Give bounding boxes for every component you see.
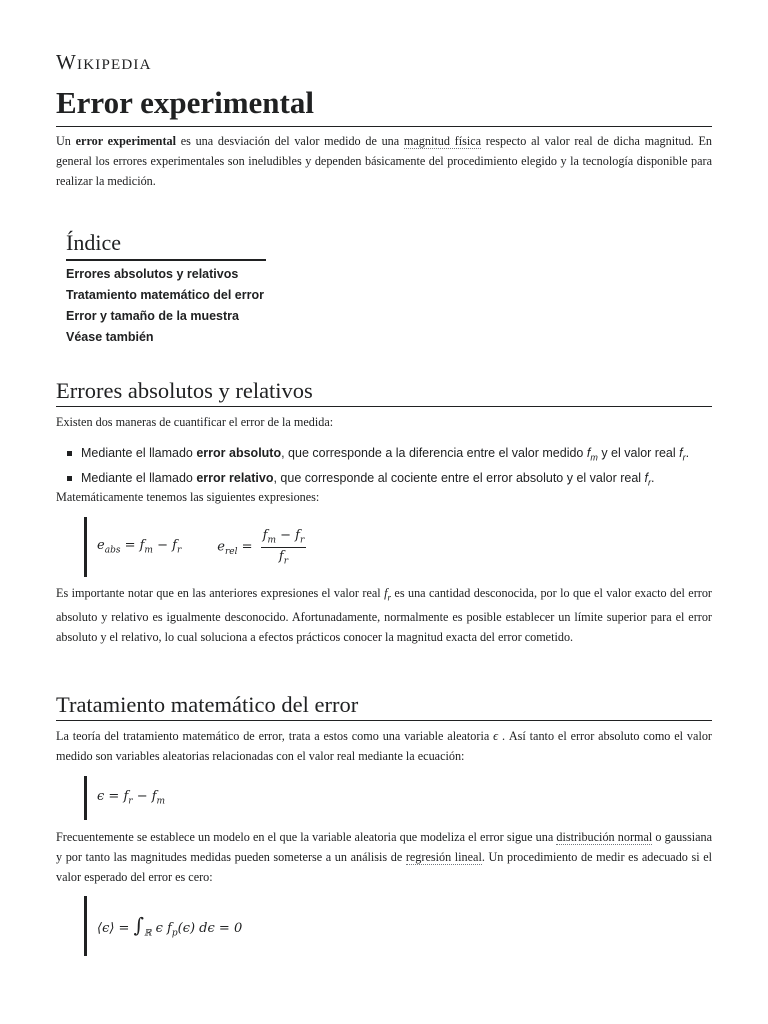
page-title: Error experimental <box>56 84 712 127</box>
section-tratamiento-matematico <box>56 691 712 721</box>
equation-absolute-error: $e_{abs} = f_m - f_r$ <box>97 538 182 556</box>
intro-term: error experimental <box>75 134 176 148</box>
toc-item-error-tamano-muestra[interactable]: Error y tamaño de la muestra <box>66 309 239 323</box>
list-item-error-absoluto: Mediante el llamado error absoluto, que corresponde a la diferencia entre el valor medido $f_m$ y el valor real $f_r$. <box>81 443 712 468</box>
section-heading-tratamiento-matematico: Tratamiento matemático del error <box>56 691 712 721</box>
section-heading-errores-absolutos: Errores absolutos y relativos <box>56 377 712 407</box>
list-item-error-relativo: Mediante el llamado error relativo, que corresponde al cociente entre el error absoluto y el valor real $f_r$. <box>81 468 712 493</box>
wikipedia-wordmark[interactable]: Wikipedia <box>56 50 152 74</box>
regresion-lineal-link[interactable]: regresión lineal <box>405 850 482 864</box>
toc-title: Índice <box>66 230 266 261</box>
equation-error-definition: $\epsilon = f_r - f_m$ <box>97 789 166 807</box>
section2-paragraph1: La teoría del tratamiento matemático de error, trata a estos como una variable aleatoria ϵ . Así tanto el error absoluto como el valor medido son variables aleatorias relacionadas con el valor real mediante la ecuación: <box>56 729 712 763</box>
section1-note: Es importante notar que en las anteriores expresiones el valor real $f_r$ es una cantidad desconocida, por lo que el valor exacto del error absoluto y relativo es igualmente desconocido. Afortunadamente, normalmente es posible establecer un límite superior para el error absoluto y el relativo, lo cual soluciona a efectos prácticos conocer la magnitud exacta del error cometido. <box>56 586 712 645</box>
equation-relative-error: $e_{rel}$ = $\frac{f_m - f_r}{f_r}$ <box>217 527 305 567</box>
section1-lead: Existen dos maneras de cuantificar el error de la medida: <box>56 415 334 429</box>
intro-paragraph: Un error experimental es una desviación del valor medido de una magnitud física respecto al valor real de dicha magnitud. En general los errores experimentales son ineludibles y dependen básicamente del procedimiento elegido y la tecnología disponible para realizar la medición. <box>56 134 712 188</box>
math-lead: Matemáticamente tenemos las siguientes expresiones: <box>56 490 320 504</box>
equation-block-error-def <box>84 776 384 820</box>
equation-expected-error: ⟨ϵ⟩ = $\int_ℝ$ ϵ $f_p(\epsilon) d\epsilon = 0$ <box>97 913 243 939</box>
equation-block-expected-error <box>84 896 384 956</box>
toc-item-errores-absolutos[interactable]: Errores absolutos y relativos <box>66 267 239 281</box>
equation-block-errors <box>84 517 484 577</box>
toc-item-vease-tambien[interactable]: Véase también <box>66 330 154 344</box>
distribucion-normal-link[interactable]: distribución normal <box>556 830 653 844</box>
magnitud-fisica-link[interactable]: magnitud física <box>403 134 482 148</box>
section2-paragraph2: Frecuentemente se establece un modelo en el que la variable aleatoria que modeliza el error sigue una distribución normal o gaussiana y por tanto las magnitudes medidas pueden someterse a un análisis de regresión lineal. Un procedimiento de medir es adecuado si el valor esperado del error es cero: <box>56 830 713 884</box>
toc-item-tratamiento-matematico[interactable]: Tratamiento matemático del error <box>66 288 264 302</box>
section-errores-absolutos <box>56 377 712 407</box>
error-types-list <box>56 443 712 492</box>
table-of-contents <box>66 230 366 348</box>
